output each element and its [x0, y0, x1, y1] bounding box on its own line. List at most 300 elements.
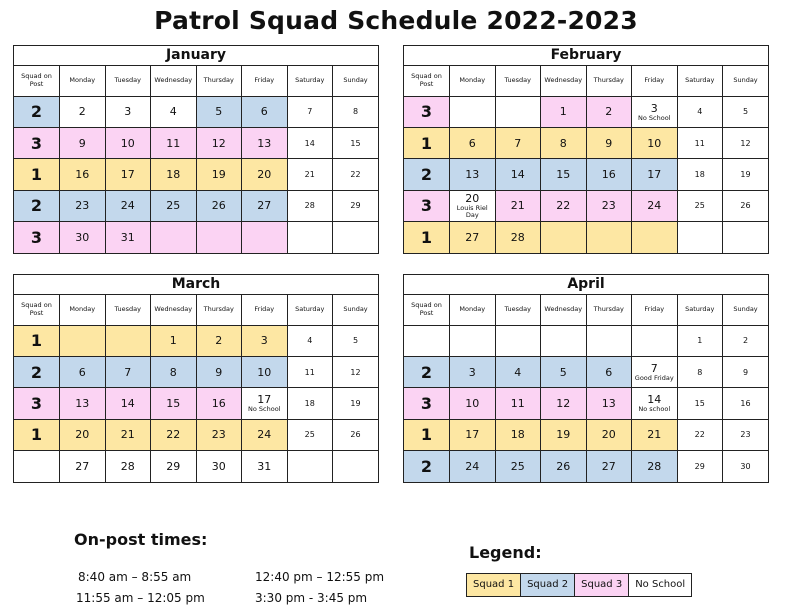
week-row — [14, 127, 378, 158]
day-cell — [196, 451, 242, 482]
on-post-time: 3:30 pm - 3:45 pm — [255, 591, 368, 605]
day-cell — [242, 419, 288, 450]
week-row — [14, 325, 378, 356]
day-cell — [333, 222, 379, 253]
week-row — [404, 222, 768, 253]
day-cell — [450, 356, 496, 387]
column-header: Sunday — [723, 66, 769, 96]
day-number: 19 — [211, 167, 226, 181]
day-number: 10 — [257, 365, 272, 379]
day-cell — [242, 222, 288, 253]
day-cell — [242, 190, 288, 221]
day-number: 30 — [211, 460, 226, 473]
day-cell — [541, 96, 587, 127]
day-cell — [196, 388, 242, 419]
calendar-april — [403, 274, 769, 483]
on-post-time: 12:40 pm – 12:55 pm — [255, 570, 385, 584]
day-number: 21 — [120, 428, 135, 442]
day-number: 17 — [257, 393, 272, 407]
day-cell — [151, 419, 197, 450]
squad-number: 3 — [14, 222, 60, 253]
squad-number: 2 — [404, 356, 450, 387]
day-cell — [586, 222, 632, 253]
column-header: Sunday — [333, 66, 379, 96]
day-number: 14 — [120, 396, 135, 410]
month-name: March — [14, 275, 378, 295]
day-number: 29 — [350, 201, 361, 211]
day-number: 13 — [601, 396, 616, 410]
day-number: 19 — [740, 169, 751, 179]
day-number: 8 — [697, 367, 703, 377]
squad-number: 2 — [404, 451, 450, 482]
day-cell — [105, 159, 151, 190]
calendar-january — [13, 45, 379, 254]
day-cell — [333, 325, 379, 356]
day-cell — [333, 451, 379, 482]
column-header: Monday — [60, 295, 106, 325]
day-cell — [196, 222, 242, 253]
day-note: No School — [638, 113, 671, 122]
week-row — [14, 388, 378, 419]
column-header: Tuesday — [105, 66, 151, 96]
day-cell — [242, 388, 288, 419]
day-number: 15 — [694, 398, 705, 408]
week-row — [14, 451, 378, 482]
calendar-grid — [14, 66, 378, 253]
day-cell — [586, 159, 632, 190]
week-row — [14, 96, 378, 127]
day-cell — [333, 419, 379, 450]
day-number: 5 — [742, 107, 749, 117]
column-header: Wednesday — [541, 66, 587, 96]
day-number: 17 — [647, 167, 662, 181]
day-cell — [287, 127, 333, 158]
header-row — [14, 295, 378, 325]
squad-number: 3 — [14, 127, 60, 158]
day-cell — [333, 356, 379, 387]
calendar-march — [13, 274, 379, 483]
day-number: 24 — [120, 199, 135, 213]
day-number: 7 — [307, 107, 313, 117]
header-row — [404, 295, 768, 325]
day-number: 5 — [215, 105, 223, 119]
day-cell — [287, 451, 333, 482]
day-number: 16 — [211, 396, 226, 410]
day-number: 19 — [350, 398, 361, 408]
day-number: 21 — [647, 428, 662, 442]
day-cell — [632, 222, 678, 253]
day-cell — [677, 127, 723, 158]
day-number: 5 — [559, 365, 567, 379]
day-number: 3 — [124, 105, 132, 119]
day-cell — [196, 325, 242, 356]
day-cell — [495, 388, 541, 419]
day-number: 11 — [166, 136, 181, 150]
day-cell — [105, 96, 151, 127]
calendar-grid — [14, 295, 378, 482]
squad-number: 1 — [404, 222, 450, 253]
column-header: Squad on Post — [404, 66, 450, 96]
day-number: 22 — [694, 430, 705, 440]
day-cell — [287, 325, 333, 356]
day-cell — [287, 190, 333, 221]
day-cell — [723, 451, 769, 482]
column-header: Saturday — [287, 295, 333, 325]
column-header: Monday — [450, 295, 496, 325]
day-number: 4 — [169, 105, 177, 119]
calendar-grid — [404, 66, 768, 253]
day-cell — [60, 190, 106, 221]
day-cell — [495, 96, 541, 127]
week-row — [404, 127, 768, 158]
day-cell — [60, 222, 106, 253]
day-cell — [632, 190, 678, 221]
day-number: 23 — [601, 199, 616, 213]
day-cell — [242, 325, 288, 356]
day-number: 27 — [465, 231, 480, 244]
calendar-grid — [404, 295, 768, 482]
day-number: 26 — [740, 201, 751, 211]
squad-number — [404, 325, 450, 356]
week-row — [404, 190, 768, 221]
day-number: 13 — [75, 396, 90, 410]
day-number: 1 — [169, 334, 177, 348]
header-row — [404, 66, 768, 96]
day-number: 1 — [697, 336, 703, 346]
day-cell — [60, 451, 106, 482]
day-cell — [723, 127, 769, 158]
squad-number: 1 — [14, 325, 60, 356]
day-cell — [450, 127, 496, 158]
day-cell — [105, 190, 151, 221]
day-number: 8 — [352, 107, 359, 117]
day-cell — [541, 159, 587, 190]
column-header: Sunday — [723, 295, 769, 325]
column-header: Wednesday — [541, 295, 587, 325]
day-cell — [105, 388, 151, 419]
day-number: 29 — [166, 460, 181, 473]
day-cell — [723, 356, 769, 387]
day-cell — [151, 356, 197, 387]
day-number: 22 — [350, 169, 361, 179]
day-number: 27 — [601, 460, 616, 473]
squad-number: 1 — [404, 419, 450, 450]
day-cell — [60, 159, 106, 190]
column-header: Tuesday — [105, 295, 151, 325]
day-number: 28 — [647, 460, 662, 473]
day-cell — [677, 356, 723, 387]
column-header: Thursday — [586, 66, 632, 96]
day-number: 20 — [257, 167, 272, 181]
day-cell — [723, 96, 769, 127]
day-cell — [723, 419, 769, 450]
month-name: April — [404, 275, 768, 295]
day-number: 16 — [740, 398, 751, 408]
day-number: 24 — [647, 199, 662, 213]
day-cell — [105, 222, 151, 253]
day-number: 15 — [350, 138, 361, 148]
day-cell — [541, 190, 587, 221]
day-cell — [541, 451, 587, 482]
day-number: 12 — [211, 136, 226, 150]
day-number: 9 — [605, 136, 613, 150]
day-number: 14 — [510, 167, 525, 181]
day-number: 7 — [514, 136, 522, 150]
squad-number: 1 — [404, 127, 450, 158]
day-cell — [541, 127, 587, 158]
day-number: 28 — [510, 231, 525, 244]
day-cell — [196, 356, 242, 387]
week-row — [14, 222, 378, 253]
column-header: Tuesday — [495, 295, 541, 325]
day-cell — [586, 96, 632, 127]
day-note: Good Friday — [634, 374, 674, 383]
day-cell — [333, 127, 379, 158]
day-number: 25 — [694, 201, 705, 211]
day-number: 2 — [215, 334, 223, 348]
day-cell — [677, 159, 723, 190]
day-number: 13 — [257, 136, 272, 150]
day-cell — [450, 419, 496, 450]
calendar-february — [403, 45, 769, 254]
day-cell — [242, 159, 288, 190]
week-row — [404, 96, 768, 127]
day-cell — [495, 222, 541, 253]
day-cell — [586, 190, 632, 221]
day-cell — [105, 127, 151, 158]
legend-item: Squad 1 — [467, 574, 521, 596]
column-header: Squad on Post — [14, 66, 60, 96]
day-cell — [632, 419, 678, 450]
day-number: 7 — [650, 362, 658, 376]
day-cell — [287, 96, 333, 127]
column-header: Wednesday — [151, 295, 197, 325]
day-cell — [105, 451, 151, 482]
day-cell — [632, 325, 678, 356]
legend-heading: Legend: — [469, 543, 542, 562]
day-number: 24 — [465, 460, 480, 473]
day-number: 18 — [694, 169, 705, 179]
day-cell — [541, 325, 587, 356]
day-cell — [586, 127, 632, 158]
day-number: 25 — [166, 199, 181, 213]
legend-item: No School — [629, 574, 691, 596]
day-cell — [632, 356, 678, 387]
day-cell — [723, 325, 769, 356]
day-cell — [287, 388, 333, 419]
day-cell — [632, 96, 678, 127]
day-number: 10 — [647, 136, 662, 150]
day-number: 4 — [697, 107, 703, 117]
day-number: 12 — [556, 396, 571, 410]
day-cell — [632, 388, 678, 419]
day-cell — [151, 325, 197, 356]
day-cell — [677, 419, 723, 450]
day-number: 11 — [304, 367, 315, 377]
day-number: 29 — [694, 462, 705, 471]
day-number: 9 — [742, 367, 749, 377]
day-number: 23 — [740, 430, 751, 440]
column-header: Friday — [632, 295, 678, 325]
day-number: 10 — [465, 396, 480, 410]
day-number: 9 — [78, 136, 86, 150]
day-cell — [242, 451, 288, 482]
day-cell — [151, 388, 197, 419]
squad-number: 3 — [404, 190, 450, 221]
page-title: Patrol Squad Schedule 2022-2023 — [154, 6, 638, 35]
day-cell — [495, 190, 541, 221]
day-cell — [586, 419, 632, 450]
day-number: 11 — [694, 138, 705, 148]
day-cell — [151, 96, 197, 127]
day-cell — [60, 325, 106, 356]
day-cell — [450, 222, 496, 253]
day-number: 14 — [304, 138, 315, 148]
week-row — [404, 388, 768, 419]
day-cell — [632, 159, 678, 190]
month-name: February — [404, 46, 768, 66]
day-cell — [677, 96, 723, 127]
squad-number: 1 — [14, 419, 60, 450]
day-cell — [196, 96, 242, 127]
header-row — [14, 66, 378, 96]
week-row — [14, 159, 378, 190]
day-cell — [242, 96, 288, 127]
day-number: 15 — [166, 396, 181, 410]
squad-number: 1 — [14, 159, 60, 190]
day-number: 1 — [559, 105, 567, 119]
day-cell — [541, 388, 587, 419]
column-header: Friday — [242, 295, 288, 325]
column-header: Friday — [632, 66, 678, 96]
day-cell — [60, 419, 106, 450]
day-cell — [677, 388, 723, 419]
day-cell — [495, 356, 541, 387]
day-number: 28 — [120, 460, 135, 473]
day-cell — [495, 325, 541, 356]
column-header: Friday — [242, 66, 288, 96]
day-cell — [495, 159, 541, 190]
column-header: Thursday — [196, 66, 242, 96]
day-cell — [60, 356, 106, 387]
day-cell — [333, 388, 379, 419]
day-cell — [450, 96, 496, 127]
day-number: 15 — [556, 167, 571, 181]
day-number: 17 — [465, 428, 480, 442]
week-row — [14, 419, 378, 450]
day-cell — [586, 356, 632, 387]
day-number: 4 — [514, 365, 522, 379]
day-number: 8 — [169, 365, 177, 379]
day-cell — [632, 127, 678, 158]
week-row — [14, 190, 378, 221]
day-cell — [632, 451, 678, 482]
day-cell — [586, 388, 632, 419]
day-number: 8 — [559, 136, 567, 150]
day-cell — [677, 190, 723, 221]
day-cell — [495, 127, 541, 158]
day-cell — [151, 190, 197, 221]
day-number: 20 — [601, 428, 616, 442]
day-number: 5 — [352, 336, 359, 346]
day-cell — [105, 419, 151, 450]
legend-item: Squad 2 — [521, 574, 575, 596]
day-cell — [677, 325, 723, 356]
squad-number: 2 — [14, 190, 60, 221]
day-cell — [151, 222, 197, 253]
day-cell — [677, 451, 723, 482]
column-header: Monday — [450, 66, 496, 96]
day-number: 20 — [75, 428, 90, 442]
day-cell — [723, 222, 769, 253]
legend — [466, 573, 692, 597]
squad-number: 3 — [404, 96, 450, 127]
column-header: Squad on Post — [14, 295, 60, 325]
day-number: 21 — [304, 169, 315, 179]
day-cell — [586, 325, 632, 356]
day-number: 25 — [510, 460, 525, 473]
day-number: 14 — [647, 393, 662, 407]
squad-number: 2 — [14, 356, 60, 387]
day-cell — [450, 159, 496, 190]
day-number: 6 — [78, 365, 86, 379]
week-row — [404, 325, 768, 356]
column-header: Tuesday — [495, 66, 541, 96]
day-number: 28 — [304, 201, 315, 211]
day-cell — [151, 127, 197, 158]
day-cell — [242, 356, 288, 387]
day-number: 21 — [510, 199, 525, 213]
day-number: 26 — [350, 430, 361, 440]
day-number: 10 — [120, 136, 135, 150]
day-number: 18 — [510, 428, 525, 442]
day-number: 31 — [120, 231, 135, 244]
day-cell — [151, 159, 197, 190]
day-cell — [196, 127, 242, 158]
day-number: 12 — [740, 138, 751, 148]
day-cell — [450, 451, 496, 482]
day-note: Louis Riel Day — [456, 204, 488, 220]
day-number: 3 — [650, 101, 658, 115]
day-note: No School — [248, 405, 281, 414]
day-number: 12 — [350, 367, 361, 377]
squad-number: 2 — [14, 96, 60, 127]
legend-item: Squad 3 — [575, 574, 629, 596]
column-header: Saturday — [287, 66, 333, 96]
day-cell — [196, 159, 242, 190]
day-number: 30 — [75, 231, 90, 244]
day-number: 9 — [215, 365, 223, 379]
day-cell — [723, 388, 769, 419]
day-cell — [450, 325, 496, 356]
day-cell — [196, 419, 242, 450]
day-cell — [333, 96, 379, 127]
day-number: 31 — [257, 460, 272, 473]
day-cell — [287, 159, 333, 190]
day-cell — [333, 190, 379, 221]
day-number: 25 — [304, 430, 315, 440]
day-cell — [151, 451, 197, 482]
day-cell — [541, 356, 587, 387]
day-number: 27 — [75, 460, 90, 473]
column-header: Sunday — [333, 295, 379, 325]
day-cell — [287, 222, 333, 253]
day-number: 2 — [742, 336, 749, 346]
day-number: 30 — [740, 462, 751, 471]
day-cell — [541, 222, 587, 253]
day-number: 4 — [307, 336, 313, 346]
day-cell — [677, 222, 723, 253]
